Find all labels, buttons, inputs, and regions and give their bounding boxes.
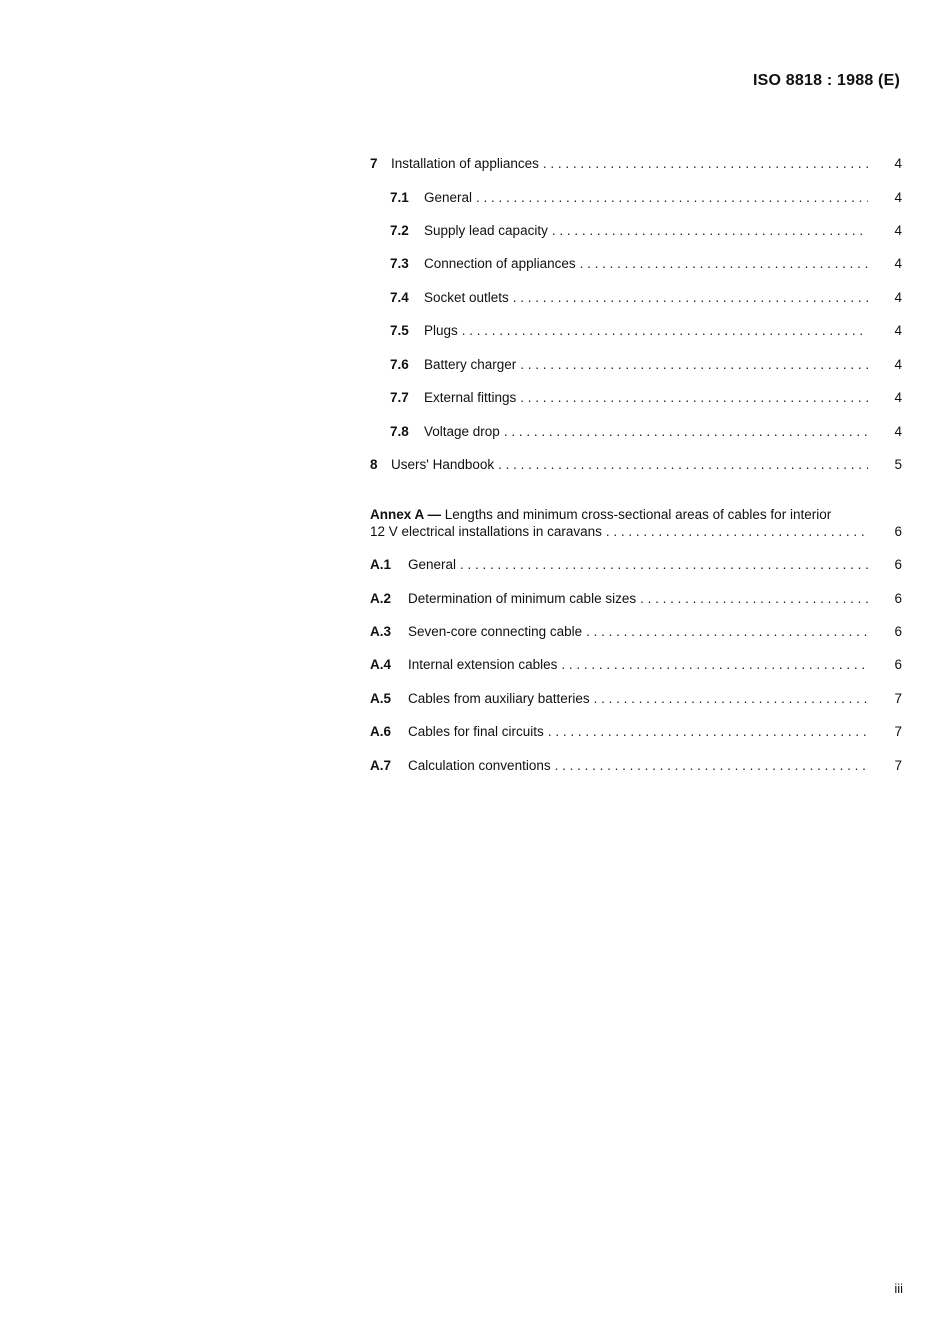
annex-dash: —	[423, 507, 445, 522]
toc-entry-a-1[interactable]	[370, 556, 902, 573]
toc-entry-page: 4	[894, 323, 902, 338]
toc-entry-page: 6	[894, 624, 902, 639]
toc-leader-dots	[586, 623, 868, 640]
toc-leader-dots	[504, 423, 868, 440]
toc-entry-number: 7	[370, 156, 378, 171]
toc-entry-a-2[interactable]	[370, 590, 902, 607]
toc-entry-number: 7.7	[390, 390, 409, 405]
toc-entry-title: Users' Handbook	[391, 457, 495, 472]
toc-entry-page: 7	[894, 758, 902, 773]
toc-entry-7-4[interactable]	[370, 289, 902, 306]
toc-entry-number: 7.4	[390, 290, 409, 305]
toc-leader-dots	[513, 289, 868, 306]
toc-entry-number: A.3	[370, 624, 392, 639]
toc-leader-dots	[476, 189, 868, 206]
toc-entry-number: A.2	[370, 591, 392, 606]
toc-entry-title: Seven-core connecting cable	[408, 624, 583, 639]
toc-entry-7-5[interactable]	[370, 322, 902, 339]
toc-leader-dots	[460, 556, 868, 573]
toc-entry-7-2[interactable]	[370, 222, 902, 239]
toc-entry-annex-a[interactable]	[370, 506, 902, 540]
toc-entry-title: Socket outlets	[424, 290, 509, 305]
toc-entry-number: 8	[370, 457, 378, 472]
toc-entry-a-6[interactable]	[370, 723, 902, 740]
toc-entry-title: General	[424, 190, 473, 205]
toc-entry-a-4[interactable]	[370, 656, 902, 673]
toc-entry-title: Installation of appliances	[391, 156, 539, 171]
toc-leader-dots	[552, 222, 868, 239]
toc-entry-number: A.1	[370, 557, 392, 572]
toc-entry-title: Calculation conventions	[408, 758, 551, 773]
toc-entry-7-8[interactable]	[370, 423, 902, 440]
toc-entry-7-3[interactable]	[370, 255, 902, 272]
toc-entry-title: Cables for final circuits	[408, 724, 544, 739]
toc-entry-page: 7	[894, 724, 902, 739]
toc-leader-dots	[594, 690, 868, 707]
annex-label: Annex A	[370, 507, 424, 522]
toc-leader-dots	[462, 322, 868, 339]
toc-entry-number: 7.1	[390, 190, 409, 205]
toc-entry-page: 4	[894, 156, 902, 171]
toc-leader-dots	[498, 456, 868, 473]
toc-entry-8[interactable]	[370, 456, 902, 473]
toc-entry-number: A.7	[370, 758, 392, 773]
toc-entry-title: Internal extension cables	[408, 657, 558, 672]
toc-entry-title: Plugs	[424, 323, 458, 338]
toc-entry-page: 4	[894, 256, 902, 271]
toc-leader-dots	[520, 389, 868, 406]
toc-entry-title: Supply lead capacity	[424, 223, 548, 238]
page-number: iii	[894, 1281, 903, 1296]
toc-entry-page: 7	[894, 691, 902, 706]
toc-entry-number: 7.6	[390, 357, 409, 372]
toc-entry-number: A.4	[370, 657, 392, 672]
annex-title-line1	[370, 506, 872, 523]
toc-entry-number: A.6	[370, 724, 392, 739]
toc-entry-title: External fittings	[424, 390, 517, 405]
toc-entry-title: Cables from auxiliary batteries	[408, 691, 590, 706]
toc-entry-page: 4	[894, 390, 902, 405]
toc-entry-page: 4	[894, 357, 902, 372]
document-header: ISO 8818 : 1988 (E)	[753, 72, 900, 89]
annex-title-line2: 12 V electrical installations in caravans	[370, 524, 602, 539]
toc-entry-number: 7.2	[390, 223, 409, 238]
toc-entry-title: General	[408, 557, 457, 572]
toc-entry-page: 4	[894, 223, 902, 238]
toc-entry-title: Connection of appliances	[424, 256, 576, 271]
toc-entry-page: 4	[894, 290, 902, 305]
toc-leader-dots	[543, 155, 868, 172]
toc-entry-number: 7.8	[390, 424, 409, 439]
toc-leader-dots	[548, 723, 868, 740]
toc-entry-a-3[interactable]	[370, 623, 902, 640]
toc-entry-number: A.5	[370, 691, 392, 706]
toc-leader-dots	[640, 590, 868, 607]
toc-entry-7-1[interactable]	[370, 189, 902, 206]
toc-leader-dots	[580, 255, 868, 272]
toc-entry-a-5[interactable]	[370, 690, 902, 707]
annex-title-text: Lengths and minimum cross-sectional areas of cables for interior	[444, 507, 832, 522]
toc-entry-page: 6	[894, 557, 902, 572]
toc-entry-number: 7.3	[390, 256, 409, 271]
toc-entry-page: 6	[894, 524, 902, 539]
toc-entry-title: Battery charger	[424, 357, 517, 372]
toc-entry-7[interactable]	[370, 155, 902, 172]
toc-entry-page: 6	[894, 657, 902, 672]
toc-entry-page: 4	[894, 424, 902, 439]
toc-entry-page: 5	[894, 457, 902, 472]
toc-leader-dots	[606, 523, 868, 540]
toc-entry-page: 6	[894, 591, 902, 606]
toc-leader-dots	[520, 356, 868, 373]
toc-entry-title: Determination of minimum cable sizes	[408, 591, 637, 606]
toc-entry-title: Voltage drop	[424, 424, 500, 439]
toc-entry-a-7[interactable]	[370, 757, 902, 774]
toc-leader-dots	[561, 656, 868, 673]
toc-leader-dots	[555, 757, 868, 774]
toc-entry-page: 4	[894, 190, 902, 205]
toc-entry-7-7[interactable]	[370, 389, 902, 406]
toc-entry-7-6[interactable]	[370, 356, 902, 373]
toc-entry-number: 7.5	[390, 323, 409, 338]
